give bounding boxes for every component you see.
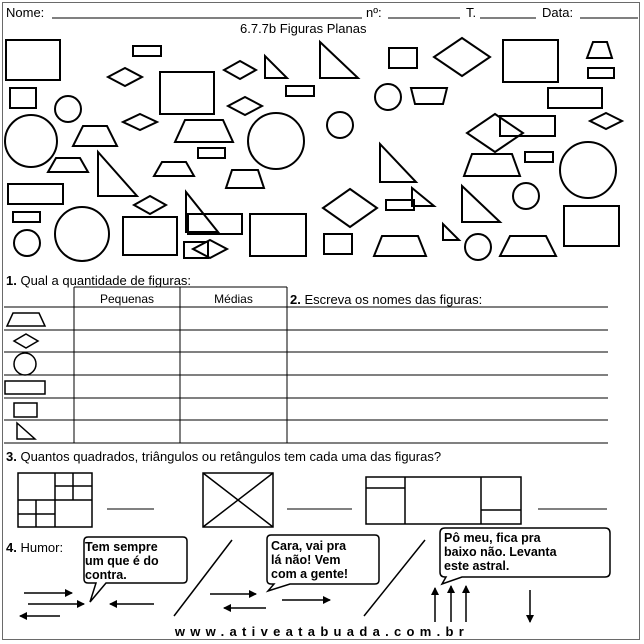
bubble-2-line: com a gente! — [271, 567, 349, 581]
question-2-text: Escreva os nomes das figuras: — [304, 292, 483, 307]
square-shape — [123, 217, 177, 255]
rectangle-icon — [5, 381, 45, 394]
rectangle-shape — [133, 46, 161, 56]
bubble-3-line: Pô meu, fica pra — [444, 531, 541, 545]
rectangle-shape — [588, 68, 614, 78]
figure-square-x — [203, 473, 273, 527]
diamond-shape — [108, 68, 142, 86]
data-label: Data: — [542, 5, 574, 20]
trapezoid-shape — [175, 120, 233, 142]
triangle-shape — [265, 56, 287, 78]
circle-shape — [14, 230, 40, 256]
diamond-shape — [323, 189, 377, 227]
turma-label: T. — [466, 5, 477, 20]
square-shape — [324, 234, 352, 254]
square-shape — [389, 48, 417, 68]
figure-grid-squares — [18, 473, 92, 527]
question-4-label: Humor: — [20, 540, 64, 555]
bubble-3-line: este astral. — [444, 559, 510, 573]
diamond-shape — [590, 113, 622, 129]
diamond-shape — [434, 38, 490, 76]
question-4-number: 4. — [6, 540, 17, 555]
trapezoid-shape — [587, 42, 612, 58]
triangle-shape — [320, 42, 358, 78]
trapezoid-shape — [464, 154, 520, 176]
triangle-shape — [443, 224, 459, 240]
speech-bubble-3 — [440, 528, 610, 584]
slope-line — [364, 540, 425, 616]
question-3-number: 3. — [6, 449, 17, 464]
diamond-icon — [14, 334, 38, 348]
trapezoid-shape — [73, 126, 117, 146]
square-shape — [160, 72, 214, 114]
bubble-1-line: um que é do — [85, 554, 159, 568]
trapezoid-shape — [154, 162, 194, 176]
figure-rectangles — [366, 477, 521, 524]
page-title: 6.7.7b Figuras Planas — [240, 21, 367, 36]
rectangle-shape — [548, 88, 602, 108]
trapezoid-triangle-shape — [380, 144, 416, 182]
column-header-medias: Médias — [214, 292, 253, 306]
arrows — [20, 586, 530, 622]
diamond-shape — [123, 114, 157, 130]
rectangle-shape — [198, 148, 225, 158]
square-shape — [250, 214, 306, 256]
slope-line — [174, 540, 232, 616]
rectangle-shape — [286, 86, 314, 96]
square-shape — [503, 40, 558, 82]
diamond-shape — [134, 196, 166, 214]
footer-site: www.ativeatabuada.com.br — [174, 624, 470, 639]
triangle-shape — [412, 188, 434, 206]
column-header-pequenas: Pequenas — [99, 292, 155, 306]
trapezoid-shape — [374, 236, 426, 256]
triangle-icon — [17, 423, 35, 439]
circle-icon — [14, 353, 36, 375]
trapezoid-shape — [411, 88, 447, 104]
circle-shape — [560, 142, 616, 198]
diamond-shape — [467, 114, 523, 152]
square-icon — [14, 403, 37, 417]
humor-drawing — [20, 528, 610, 622]
circle-shape — [327, 112, 353, 138]
numero-label: nº: — [366, 5, 382, 20]
square-shape — [10, 88, 36, 108]
rectangle-shape — [13, 212, 40, 222]
rectangle-shape — [500, 116, 555, 136]
triangle-shape — [98, 152, 137, 196]
quantity-table — [4, 287, 608, 443]
speech-bubble-1 — [84, 537, 187, 602]
speech-bubble-2 — [267, 535, 379, 591]
diamond-shape — [228, 97, 262, 115]
circle-shape — [55, 96, 81, 122]
bubble-2-line: lá não! Vem — [271, 553, 341, 567]
trapezoid-icon — [7, 313, 45, 326]
bubble-1-line: Tem sempre — [85, 540, 158, 554]
shapes-field — [5, 38, 622, 261]
triangle-shape — [462, 186, 500, 222]
trapezoid-shape — [500, 236, 556, 256]
circle-shape — [513, 183, 539, 209]
square-shape — [6, 40, 60, 80]
question-1-number: 1. — [6, 273, 17, 288]
trapezoid-shape — [226, 170, 264, 188]
question-1-text: Qual a quantidade de figuras: — [20, 273, 192, 288]
question-2-number: 2. — [290, 292, 301, 307]
trapezoid-shape — [48, 158, 88, 172]
count-figures — [18, 473, 607, 527]
circle-shape — [55, 207, 109, 261]
square-shape — [564, 206, 619, 246]
rectangle-shape — [8, 184, 63, 204]
circle-shape — [465, 234, 491, 260]
bubble-3-line: baixo não. Levanta — [444, 545, 557, 559]
nome-label: Nome: — [6, 5, 45, 20]
rectangle-shape — [386, 200, 414, 210]
bubble-1-line: contra. — [85, 568, 127, 582]
diamond-shape — [224, 61, 256, 79]
triangle-shape — [186, 192, 218, 232]
circle-shape — [5, 115, 57, 167]
circle-shape — [248, 113, 304, 169]
question-3-text: Quantos quadrados, triângulos ou retângulos tem cada uma das figuras? — [20, 449, 442, 464]
rectangle-shape — [525, 152, 553, 162]
circle-shape — [375, 84, 401, 110]
bubble-2-line: Cara, vai pra — [271, 539, 347, 553]
